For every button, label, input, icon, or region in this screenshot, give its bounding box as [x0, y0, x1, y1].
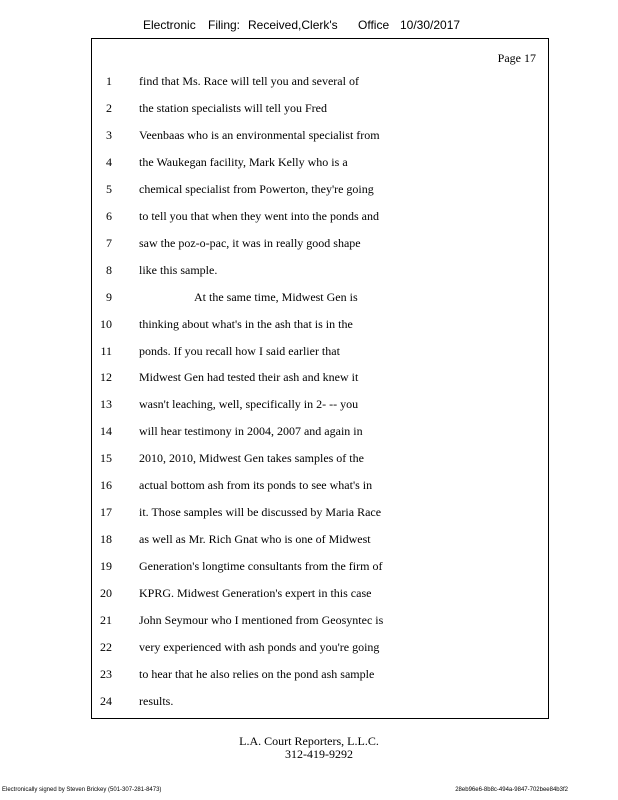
line-text: saw the poz-o-pac, it was in really good shape: [139, 235, 361, 250]
transcript-line: [92, 505, 542, 521]
line-text: will hear testimony in 2004, 2007 and again in: [139, 424, 363, 439]
line-number: 7: [106, 235, 112, 250]
line-number: 12: [100, 370, 112, 385]
line-number: 15: [100, 451, 112, 466]
line-text: it. Those samples will be discussed by Maria Race: [139, 505, 382, 520]
line-number: 18: [100, 532, 112, 547]
transcript-page: [91, 38, 549, 719]
transcript-line: [92, 370, 542, 386]
line-number: 13: [100, 397, 112, 412]
line-text: Veenbaas who is an environmental specialist from: [139, 127, 380, 142]
header-filing: Filing:: [208, 18, 241, 32]
transcript-line: [92, 74, 542, 90]
transcript-line: [92, 451, 542, 467]
line-number: 24: [100, 693, 112, 708]
filing-header: [0, 18, 618, 34]
line-number: 9: [106, 289, 112, 304]
line-number: 11: [100, 343, 112, 358]
line-text: to tell you that when they went into the ponds and: [139, 208, 379, 223]
line-number: 17: [100, 505, 112, 520]
transcript-line: [92, 559, 542, 575]
line-number: 6: [106, 208, 112, 223]
transcript-line: [92, 182, 542, 198]
line-text: like this sample.: [139, 262, 218, 277]
line-number: 10: [100, 316, 112, 331]
line-text: At the same time, Midwest Gen is: [194, 289, 358, 304]
line-number: 19: [100, 559, 112, 574]
header-date: 10/30/2017: [400, 18, 461, 32]
reporter-phone: 312-419-9292: [285, 747, 353, 761]
header-office: Office: [358, 18, 390, 32]
line-text: as well as Mr. Rich Gnat who is one of Midwest: [139, 532, 371, 547]
transcript-line: [92, 344, 542, 360]
line-text: thinking about what's in the ash that is in the: [139, 316, 353, 331]
page-number: Page 17: [497, 51, 536, 65]
line-text: the Waukegan facility, Mark Kelly who is a: [139, 154, 348, 169]
line-text: ponds. If you recall how I said earlier that: [139, 343, 340, 358]
reporter-company: L.A. Court Reporters, L.L.C.: [239, 734, 379, 748]
transcript-line: [92, 290, 542, 306]
transcript-line: [92, 667, 542, 683]
line-text: the station specialists will tell you Fred: [139, 100, 327, 115]
line-number: 23: [100, 666, 112, 681]
line-text: very experienced with ash ponds and you're going: [139, 639, 380, 654]
line-text: 2010, 2010, Midwest Gen takes samples of the: [139, 451, 364, 466]
line-text: wasn't leaching, well, specifically in 2- -- you: [139, 397, 359, 412]
transcript-line: [92, 317, 542, 333]
line-text: Generation's longtime consultants from the firm of: [139, 559, 383, 574]
line-text: John Seymour who I mentioned from Geosyntec is: [139, 613, 384, 627]
transcript-line: [92, 209, 542, 225]
transcript-line: [92, 101, 542, 117]
transcript-line: [92, 263, 542, 279]
line-number: 8: [106, 262, 112, 277]
line-number: 4: [106, 154, 112, 169]
line-number: 20: [100, 586, 112, 601]
transcript-line: [92, 640, 542, 656]
line-number: 22: [100, 639, 112, 654]
signature-left: Electronically signed by Steven Brickey (501-307-281-8473): [2, 787, 162, 793]
transcript-line: [92, 586, 542, 602]
line-number: 1: [106, 74, 112, 88]
line-text: results.: [139, 693, 174, 708]
line-number: 2: [106, 100, 112, 115]
line-number: 16: [100, 478, 112, 493]
line-number: 5: [106, 181, 112, 196]
line-number: 21: [100, 613, 112, 627]
header-electronic: Electronic: [143, 18, 196, 32]
line-text: actual bottom ash from its ponds to see what's in: [139, 478, 373, 493]
transcript-line: [92, 424, 542, 440]
transcript-line: [92, 613, 542, 629]
transcript-line: [92, 694, 542, 710]
line-number: 14: [100, 424, 112, 439]
line-text: KPRG. Midwest Generation's expert in this case: [139, 586, 372, 601]
line-text: find that Ms. Race will tell you and several of: [139, 74, 359, 88]
header-received-clerks: Received,Clerk's: [248, 18, 338, 32]
transcript-line: [92, 236, 542, 252]
transcript-line: [92, 155, 542, 171]
transcript-line: [92, 397, 542, 413]
transcript-line: [92, 478, 542, 494]
transcript-line: [92, 128, 542, 144]
transcript-line: [92, 532, 542, 548]
line-text: Midwest Gen had tested their ash and knew it: [139, 370, 359, 385]
signature-id: 28eb96e6-8b8c-494a-9847-702bee84b3f2: [455, 787, 568, 793]
line-number: 3: [106, 127, 112, 142]
line-text: chemical specialist from Powerton, they're going: [139, 181, 374, 196]
line-text: to hear that he also relies on the pond ash sample: [139, 666, 375, 681]
